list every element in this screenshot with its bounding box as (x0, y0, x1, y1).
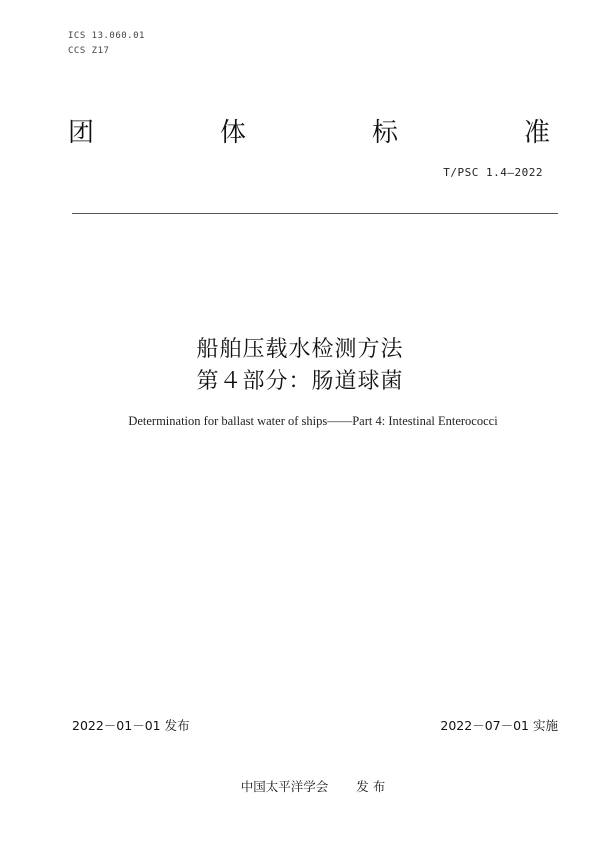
ccs-code: CCS Z17 (68, 46, 110, 56)
publisher-line (0, 777, 600, 795)
implementation-date: 2022－07－01 实施 (440, 718, 558, 733)
release-date: 2022－01－01 发布 (72, 718, 190, 733)
ics-code: ICS 13.060.01 (68, 31, 145, 41)
standard-type-char: 标 (371, 118, 398, 148)
header-divider (72, 213, 558, 214)
title-chinese-line1: 船舶压载水检测方法 (196, 337, 404, 362)
standard-type-char: 团 (68, 118, 95, 148)
title-chinese-line2: 第４部分：肠道球菌 (196, 369, 404, 394)
title-english: Determination for ballast water of ships——Part 4: Intestinal Enterococci (128, 414, 498, 428)
standard-type-heading (68, 112, 550, 149)
standard-type-char: 体 (219, 118, 246, 148)
standard-number: T/PSC 1.4—2022 (443, 166, 543, 179)
publisher-name: 中国太平洋学会 (240, 779, 329, 794)
standard-type-char: 准 (523, 118, 550, 148)
publish-label: 发 布 (356, 779, 386, 794)
